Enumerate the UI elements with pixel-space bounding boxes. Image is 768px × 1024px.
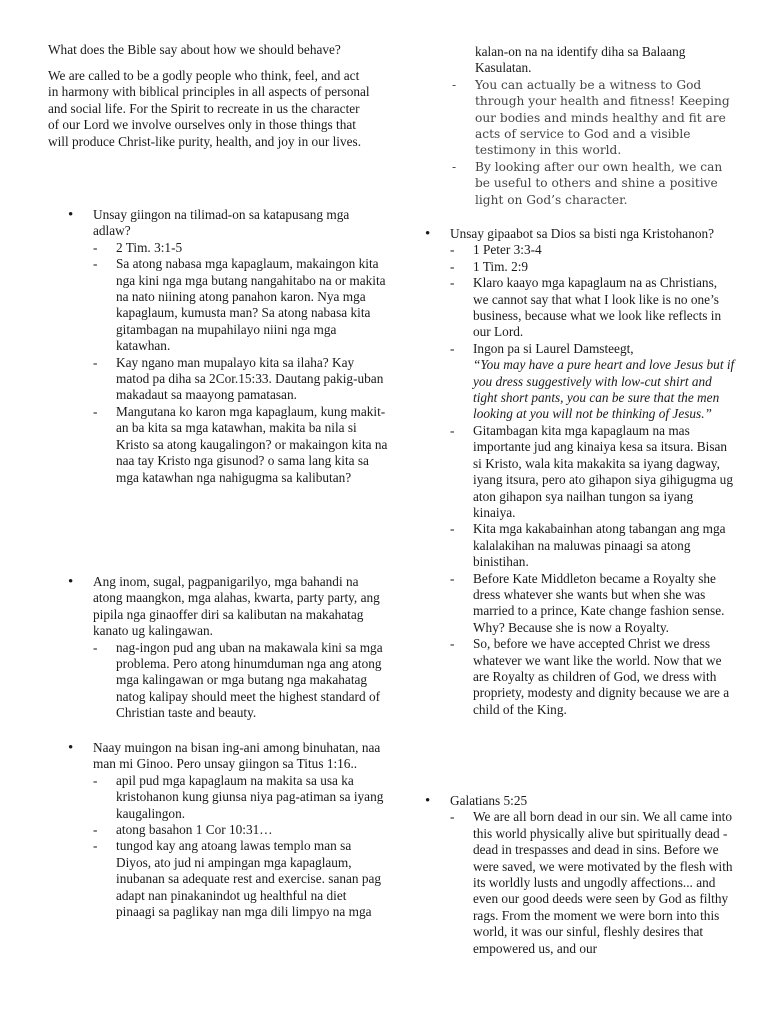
sub-item: - nag-ingon pud ang uban na makawala kini sa mga problema. Pero atong hinumduman nga ang atong mga kalingawan or mga butang nga makahatag natog kalipay should meet the highest standard of Christian taste and beauty. bbox=[93, 640, 388, 722]
sub-item: - Kita mga kakabainhan atong tabangan ang mga kalalakihan na maluwas pinaagi sa atong binistihan. bbox=[450, 521, 735, 570]
sub-list bbox=[93, 240, 388, 486]
quote-intro: Ingon pa si Laurel Damsteegt, bbox=[473, 340, 634, 356]
sub-item: - By looking after our own health, we can be useful to others and shine a positive light on God’s character. bbox=[452, 159, 740, 208]
sub-item: - apil pud mga kapaglaum na makita sa usa ka kristohanon kung giunsa niya pag-atiman sa iyang kaugalingon. bbox=[93, 773, 388, 822]
bullet-item bbox=[405, 226, 735, 718]
sub-item: - tungod kay ang atoang lawas templo man sa Diyos, ato jud ni ampingan mga kapaglaum, inubanan sa adequate rest and exercise. sanan pag adapt nan pinakanindot ug healthful na diet pinaagi sa paglikay nan mga dili limpyo na mga bbox=[93, 838, 388, 920]
sub-list bbox=[93, 773, 388, 921]
sub-item: - atong basahon 1 Cor 10:31… bbox=[93, 822, 388, 838]
bullet-item bbox=[405, 793, 735, 957]
right-continuation bbox=[450, 44, 740, 208]
continuation-list bbox=[452, 77, 740, 208]
sub-list bbox=[450, 809, 735, 957]
bullet-section-end-times bbox=[48, 207, 388, 486]
bullet-text: • Galatians 5:25 bbox=[450, 793, 528, 808]
page-question: What does the Bible say about how we should behave? bbox=[48, 42, 341, 57]
sub-list bbox=[93, 640, 388, 722]
sub-item: - 2 Tim. 3:1-5 bbox=[93, 240, 388, 256]
sub-item: - Klaro kaayo mga kapaglaum na as Christians, we cannot say that what I look like is no one’s business, because what we look like reflects in our Lord. bbox=[450, 275, 735, 341]
sub-item: - 1 Peter 3:3-4 bbox=[450, 242, 735, 258]
sub-item: - We are all born dead in our sin. We all came into this world physically alive but spiritually dead - dead in trespasses and dead in sins. Before we were saved, we were motivated by the flesh with its worldly lusts and ungodly affections... and even our good deeds were seen by God as filthy rags. From the moment we were born into this world, it was our sinful, fleshly desires that empowered us, and our bbox=[450, 809, 735, 957]
sub-item: - Kay ngano man mupalayo kita sa ilaha? Kay matod pa diha sa 2Cor.15:33. Dautang pakig-uban makadaut sa maayong pamatasan. bbox=[93, 355, 388, 404]
quote-text: “You may have a pure heart and love Jesus but if you dress suggestively with low-cut shirt and tight short pants, you can be sure that the men looking at you will not be thinking of Jesus.” bbox=[473, 357, 735, 422]
bullet-text: • Naay muingon na bisan ing-ani among binuhatan, naa man mi Ginoo. Pero unsay giingon sa Titus 1:16.. bbox=[93, 740, 381, 772]
sub-item: - Before Kate Middleton became a Royalty she dress whatever she wants but when she was married to a prince, Kate change fashion sense. Why? Because she is now a Royalty. bbox=[450, 571, 735, 637]
bullet-text: • Ang inom, sugal, pagpanigarilyo, mga bahandi na atong maangkon, mga alahas, kwarta, party party, ang pipila nga ginaoffer diri sa kalibutan na makahatag kanato ug kalingawan. bbox=[93, 574, 380, 639]
sub-item: - You can actually be a witness to God through your health and fitness! Keeping our bodies and minds healthy and fit are acts of service to God and a visible testimony in this world. bbox=[452, 77, 740, 159]
sub-item: - Mangutana ko karon mga kapaglaum, kung makit-an ba kita sa mga katawhan, makita ba nila si Kristo sa atong kaugalingon? or makaingon kita na naa tay Kristo nga gisunod? o sama lang kita sa mga katawhan nga nahigugma sa kalibutan? bbox=[93, 404, 388, 486]
bullet-section-dress bbox=[405, 226, 735, 718]
sub-item: - So, before we have accepted Christ we dress whatever we want like the world. Now that we are Royalty as children of God, we dress with propriety, modesty and dignity because we are a child of the King. bbox=[450, 636, 735, 718]
bullet-section-entertainment bbox=[48, 574, 388, 722]
bullet-item bbox=[48, 207, 388, 486]
sub-item: - Gitambagan kita mga kapaglaum na mas importante jud ang kinaiya kesa sa itsura. Bisan si Kristo, wala kita makakita sa iyang dagway, iyang itsura, pero ato gihapon siya gihigugma ug aton gihapon sya nailhan tungon sa iyang kinaiya. bbox=[450, 423, 735, 521]
continuation-text: kalan-on na na identify diha sa Balaang Kasulatan. bbox=[475, 44, 686, 76]
bullet-item bbox=[48, 740, 388, 920]
bullet-section-titus bbox=[48, 740, 388, 920]
sub-item: - 1 Tim. 2:9 bbox=[450, 259, 735, 275]
sub-list bbox=[450, 242, 735, 718]
bullet-text: • Unsay giingon na tilimad-on sa katapusang mga adlaw? bbox=[93, 207, 350, 239]
bullet-section-galatians bbox=[405, 793, 735, 957]
bullet-text: • Unsay gipaabot sa Dios sa bisti nga Kristohanon? bbox=[450, 226, 715, 241]
intro-paragraph: We are called to be a godly people who think, feel, and act in harmony with biblical principles in all aspects of personal and social life. For the Spirit to recreate in us the character of our Lord we involve ourselves only in those things that will produce Christ-like purity, health, and joy in our lives. bbox=[48, 68, 370, 149]
sub-item: - Sa atong nabasa mga kapaglaum, makaingon kita nga kini nga mga butang nangahitabo na or makita na nato niining atong panahon karon. Nya mga kapaglaum, kumusta man? Sa atong nabasa kita gitambagan na mupahilayo niini nga mga katawhan. bbox=[93, 256, 388, 354]
sub-item-quote bbox=[450, 341, 735, 423]
bullet-item bbox=[48, 574, 388, 722]
